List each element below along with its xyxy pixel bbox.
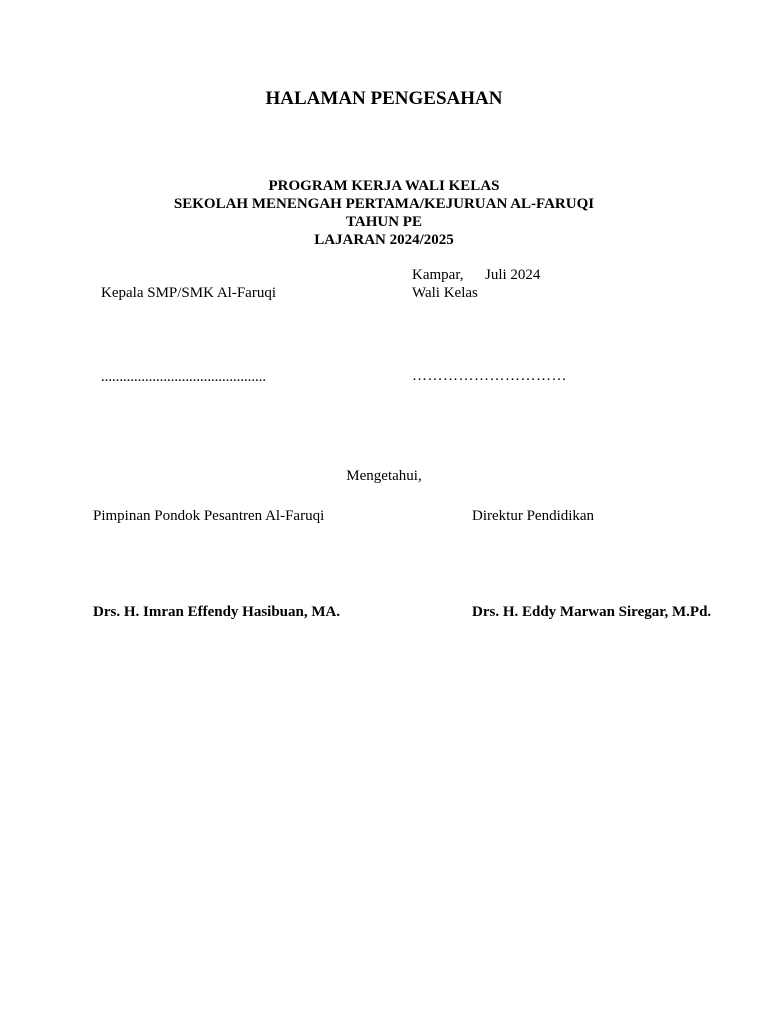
left-signature-line: ………………………………………: [101, 372, 266, 384]
subtitle-line-1: PROGRAM KERJA WALI KELAS: [268, 178, 500, 194]
date-text: Juli 2024: [485, 267, 541, 283]
bottom-right-role: Direktur Pendidikan: [472, 508, 595, 524]
subtitle-line-3: TAHUN PE: [346, 214, 422, 230]
right-signature-line: …………………………: [412, 368, 567, 384]
bottom-right-name: Drs. H. Eddy Marwan Siregar, M.Pd.: [472, 604, 712, 620]
subtitle-line-4: LAJARAN 2024/2025: [314, 232, 454, 248]
left-signatory-role: Kepala SMP/SMK Al-Faruqi: [101, 285, 277, 301]
acknowledgement-text: Mengetahui,: [346, 468, 422, 484]
bottom-left-role: Pimpinan Pondok Pesantren Al-Faruqi: [93, 508, 325, 524]
right-signatory-role: Wali Kelas: [412, 285, 478, 301]
subtitle-line-2: SEKOLAH MENENGAH PERTAMA/KEJURUAN AL-FARUQI: [173, 196, 595, 212]
page-title: HALAMAN PENGESAHAN: [265, 88, 503, 109]
bottom-left-name: Drs. H. Imran Effendy Hasibuan, MA.: [93, 604, 341, 620]
place-text: Kampar,: [412, 267, 464, 283]
